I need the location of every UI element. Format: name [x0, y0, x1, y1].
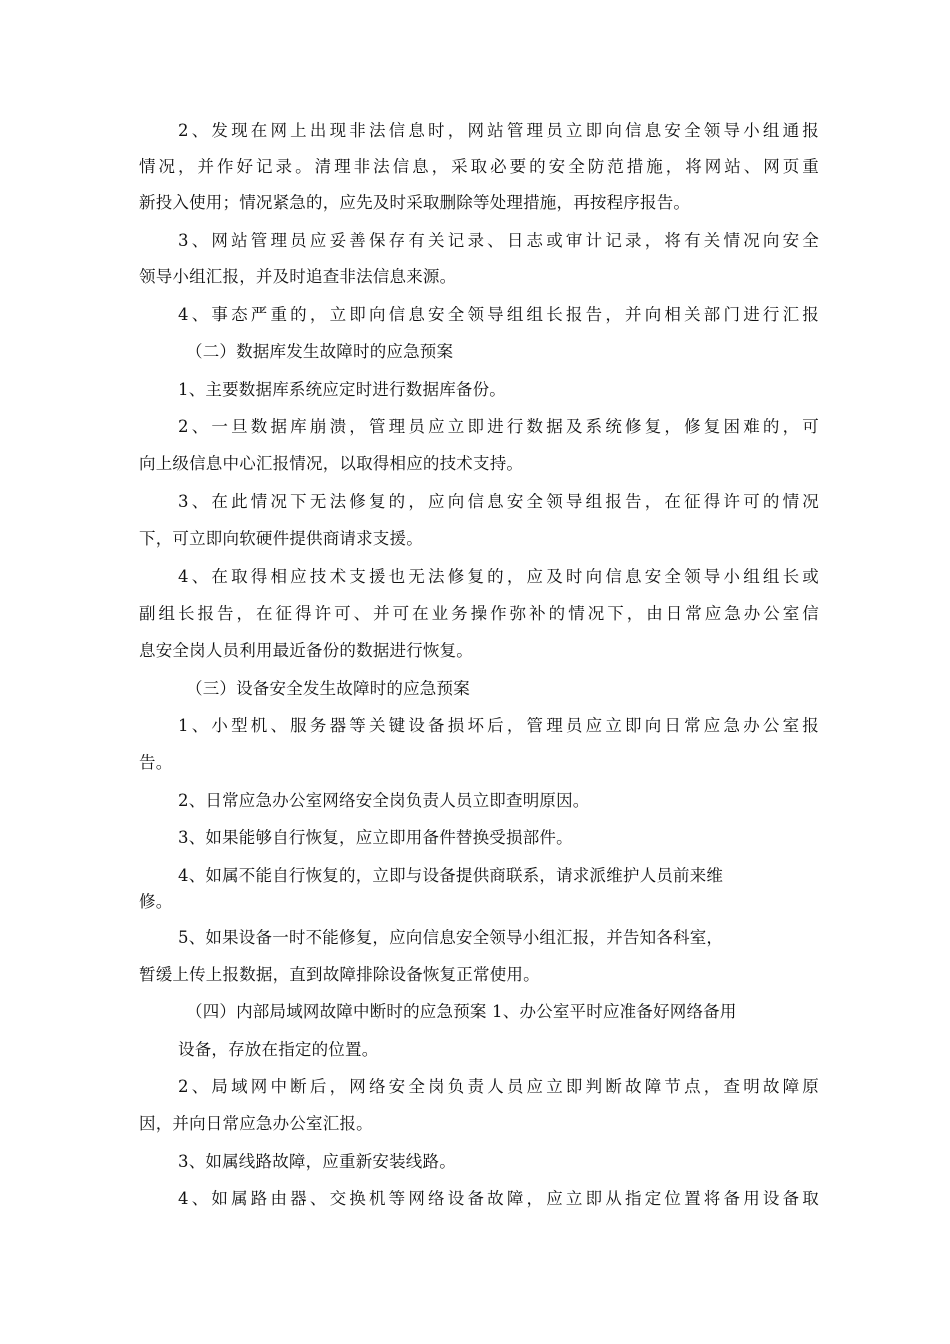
section-heading: （三）设备安全发生故障时的应急预案 — [186, 679, 470, 698]
paragraph-line: 1、小型机、服务器等关键设备损坏后，管理员应立即向日常应急办公室报 — [178, 716, 819, 735]
paragraph-line: 告。 — [139, 753, 173, 772]
paragraph-line: 下，可立即向软硬件提供商请求支援。 — [139, 529, 423, 548]
paragraph-line: 4、如属不能自行恢复的，立即与设备提供商联系，请求派维护人员前来维 — [178, 866, 724, 885]
paragraph-line: 暂缓上传上报数据，直到故障排除设备恢复正常使用。 — [139, 965, 540, 984]
paragraph-line: 3、如果能够自行恢复，应立即用备件替换受损部件。 — [178, 828, 573, 847]
paragraph-line: 设备，存放在指定的位置。 — [178, 1040, 379, 1059]
paragraph-line: 4、在取得相应技术支援也无法修复的，应及时向信息安全领导小组组长或 — [178, 567, 819, 586]
paragraph-line: 4、如属路由器、交换机等网络设备故障，应立即从指定位置将备用设备取 — [178, 1189, 819, 1208]
paragraph-line: 2、一旦数据库崩溃，管理员应立即进行数据及系统修复，修复困难的，可 — [178, 417, 819, 436]
paragraph-line: 5、如果设备一时不能修复，应向信息安全领导小组汇报，并告知各科室， — [178, 928, 724, 947]
paragraph-line: 新投入使用；情况紧急的，应先及时采取删除等处理措施，再按程序报告。 — [139, 193, 691, 212]
paragraph-line: 息安全岗人员利用最近备份的数据进行恢复。 — [139, 641, 473, 660]
paragraph-line: 向上级信息中心汇报情况，以取得相应的技术支持。 — [139, 454, 524, 473]
paragraph-line: 情况，并作好记录。清理非法信息，采取必要的安全防范措施，将网站、网页重 — [139, 157, 819, 176]
paragraph-line: 因，并向日常应急办公室汇报。 — [139, 1114, 373, 1133]
paragraph-line: 4、事态严重的，立即向信息安全领导组组长报告，并向相关部门进行汇报 — [178, 305, 819, 324]
paragraph-line: 2、局域网中断后，网络安全岗负责人员应立即判断故障节点，查明故障原 — [178, 1077, 819, 1096]
paragraph-line: 3、如属线路故障，应重新安装线路。 — [178, 1152, 456, 1171]
paragraph-line: 修。 — [139, 892, 173, 911]
section-heading: （二）数据库发生故障时的应急预案 — [186, 342, 454, 361]
paragraph-line: 副组长报告，在征得许可、并可在业务操作弥补的情况下，由日常应急办公室信 — [139, 604, 819, 623]
section-heading: （四）内部局域网故障中断时的应急预案 1、办公室平时应准备好网络备用 — [186, 1002, 737, 1021]
paragraph-line: 1、主要数据库系统应定时进行数据库备份。 — [178, 380, 506, 399]
paragraph-line: 2、发现在网上出现非法信息时，网站管理员立即向信息安全领导小组通报 — [178, 121, 819, 140]
paragraph-line: 3、网站管理员应妥善保存有关记录、日志或审计记录，将有关情况向安全 — [178, 231, 819, 250]
paragraph-line: 3、在此情况下无法修复的，应向信息安全领导组报告，在征得许可的情况 — [178, 492, 819, 511]
paragraph-line: 2、日常应急办公室网络安全岗负责人员立即查明原因。 — [178, 791, 590, 810]
paragraph-line: 领导小组汇报，并及时追查非法信息来源。 — [139, 267, 457, 286]
